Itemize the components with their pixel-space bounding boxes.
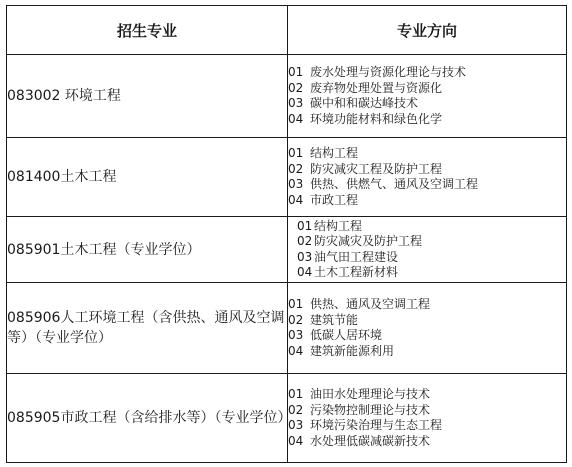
direction-text: 供热、通风及空调工程 xyxy=(310,297,431,311)
header-major: 招生专业 xyxy=(7,6,288,55)
directions-cell xyxy=(288,374,567,463)
direction-number: 03 xyxy=(297,249,313,264)
directions-cell xyxy=(288,283,567,374)
direction-text: 结构工程 xyxy=(310,146,359,160)
majors-table xyxy=(6,5,567,463)
direction-text: 环境污染治理与生态工程 xyxy=(310,418,443,432)
direction-text: 废水处理与资源化理论与技术 xyxy=(310,65,467,79)
direction-item xyxy=(288,112,566,128)
major-cell: 085901土木工程（专业学位） xyxy=(7,217,288,283)
direction-number: 03 xyxy=(288,328,304,342)
direction-text: 建筑节能 xyxy=(310,312,359,327)
direction-text: 污染物控制理论与技术 xyxy=(310,402,431,417)
direction-number: 01 xyxy=(297,218,313,233)
direction-item xyxy=(297,219,566,235)
direction-item xyxy=(288,162,566,178)
direction-list xyxy=(288,146,566,208)
major-cell: 081400土木工程 xyxy=(7,138,288,217)
direction-number: 03 xyxy=(288,177,304,191)
direction-number: 03 xyxy=(288,96,304,110)
direction-list xyxy=(288,387,566,449)
direction-text: 环境功能材料和绿色化学 xyxy=(310,111,443,126)
directions-cell xyxy=(288,217,567,283)
direction-number: 01 xyxy=(288,387,304,401)
direction-list xyxy=(288,297,566,359)
direction-text: 水处理低碳减碳新技术 xyxy=(310,433,431,448)
direction-item xyxy=(288,403,566,419)
direction-item xyxy=(288,146,566,162)
direction-text: 供热、供燃气、通风及空调工程 xyxy=(310,177,479,191)
major-cell: 085906人工环境工程（含供热、通风及空调等）（专业学位） xyxy=(7,283,288,374)
direction-item xyxy=(297,234,566,250)
header-row xyxy=(7,6,567,55)
direction-number: 04 xyxy=(288,192,304,207)
direction-item xyxy=(288,193,566,209)
direction-item xyxy=(288,81,566,97)
table-row xyxy=(7,283,567,374)
direction-text: 建筑新能源利用 xyxy=(310,343,395,358)
direction-number: 02 xyxy=(288,402,304,417)
direction-number: 02 xyxy=(297,234,313,248)
direction-item xyxy=(288,313,566,329)
direction-text: 低碳人居环境 xyxy=(310,328,383,342)
direction-item xyxy=(288,418,566,434)
direction-number: 04 xyxy=(288,343,304,358)
directions-cell xyxy=(288,138,567,217)
direction-item xyxy=(288,96,566,112)
direction-item xyxy=(288,177,566,193)
table-row xyxy=(7,374,567,463)
directions-cell xyxy=(288,55,567,138)
direction-item xyxy=(288,344,566,360)
direction-text: 防灾减灾工程及防护工程 xyxy=(310,161,443,176)
direction-item xyxy=(297,250,566,266)
major-cell: 083002 环境工程 xyxy=(7,55,288,138)
direction-item xyxy=(288,328,566,344)
header-direction: 专业方向 xyxy=(288,6,567,55)
direction-item xyxy=(288,434,566,450)
direction-item xyxy=(288,387,566,403)
direction-text: 废弃物处理处置与资源化 xyxy=(310,80,443,95)
direction-list xyxy=(288,65,566,127)
direction-text: 市政工程 xyxy=(310,192,359,207)
direction-number: 02 xyxy=(288,80,304,95)
direction-number: 01 xyxy=(288,297,304,311)
table-row xyxy=(7,217,567,283)
direction-number: 04 xyxy=(288,111,304,126)
direction-text: 土木工程新材料 xyxy=(314,265,399,279)
major-cell: 085905市政工程（含给排水等）（专业学位） xyxy=(7,374,288,463)
table-row xyxy=(7,55,567,138)
direction-number: 04 xyxy=(297,265,313,279)
direction-text: 碳中和和碳达峰技术 xyxy=(310,96,419,110)
direction-number: 03 xyxy=(288,418,304,432)
direction-list xyxy=(297,219,566,281)
direction-item xyxy=(288,65,566,81)
direction-number: 02 xyxy=(288,161,304,176)
direction-item xyxy=(288,297,566,313)
direction-number: 02 xyxy=(288,312,304,327)
direction-text: 油田水处理理论与技术 xyxy=(310,387,431,401)
direction-number: 01 xyxy=(288,65,304,79)
direction-text: 油气田工程建设 xyxy=(314,249,399,264)
direction-text: 防灾减灾及防护工程 xyxy=(314,234,423,248)
direction-number: 01 xyxy=(288,146,304,160)
direction-item xyxy=(297,265,566,281)
direction-number: 04 xyxy=(288,433,304,448)
table-row xyxy=(7,138,567,217)
direction-text: 结构工程 xyxy=(314,218,363,233)
